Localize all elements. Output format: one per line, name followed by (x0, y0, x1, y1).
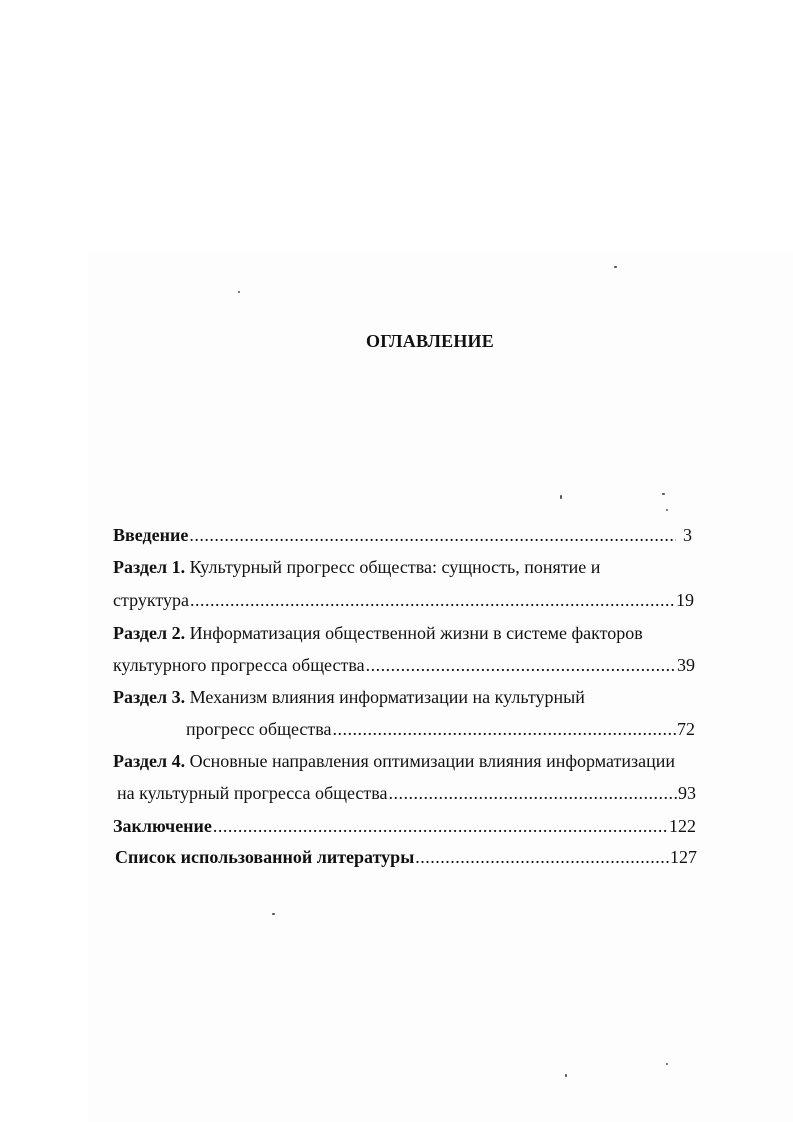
toc-s4-title-line2: на культурный прогресса общества (117, 783, 388, 803)
toc-entry-intro (113, 524, 692, 546)
toc-leader-dots (333, 718, 677, 740)
toc-leader-dots (415, 846, 669, 868)
toc-s3-title-line2: прогресс общества (186, 719, 332, 739)
toc-conclusion-label: Заключение (113, 816, 212, 836)
toc-s4-prefix: Раздел 4. (113, 751, 186, 771)
scan-speck (272, 913, 275, 915)
toc-references-label: Список использованной литературы (115, 847, 415, 867)
toc-intro-page: 3 (683, 525, 692, 545)
scan-speck (238, 291, 240, 293)
toc-s4-page: 93 (678, 783, 696, 803)
toc-s2-title-line1: Информатизация общественной жизни в системе факторов (189, 623, 643, 643)
toc-s1-title-line1: Культурный прогресс общества: сущность, понятие и (189, 557, 601, 577)
toc-entry-s3-line2 (186, 718, 695, 740)
toc-leader-dots (389, 782, 677, 804)
toc-entry-references (115, 846, 697, 868)
toc-entry-s2-line2 (113, 654, 695, 676)
scan-speck (666, 1063, 668, 1065)
toc-leader-dots (366, 654, 676, 676)
toc-references-page: 127 (670, 847, 697, 867)
scan-speck (666, 509, 668, 511)
toc-s2-prefix: Раздел 2. (113, 623, 186, 643)
toc-conclusion-page: 122 (669, 816, 696, 836)
toc-entry-s1-line1 (113, 556, 600, 578)
scan-speck (662, 493, 665, 495)
toc-leader-dots (213, 815, 668, 837)
scan-speck (560, 495, 562, 499)
page-title: ОГЛАВЛЕНИЕ (366, 331, 494, 351)
toc-entry-conclusion (113, 815, 696, 837)
toc-s4-title-line1: Основные направления оптимизации влияния информатизации (189, 751, 676, 771)
toc-s1-page: 19 (676, 590, 694, 610)
toc-s3-title-line1: Механизм влияния информатизации на культурный (189, 687, 585, 707)
toc-s3-prefix: Раздел 3. (113, 687, 186, 707)
toc-leader-dots (189, 524, 676, 546)
toc-entry-s4-line2 (117, 782, 696, 804)
scan-speck (565, 1074, 567, 1077)
toc-s2-page: 39 (677, 655, 695, 675)
toc-s1-prefix: Раздел 1. (113, 557, 186, 577)
toc-leader-dots (190, 589, 675, 611)
scan-speck (614, 266, 617, 268)
toc-entry-s3-line1 (113, 686, 585, 708)
toc-s3-page: 72 (677, 719, 695, 739)
toc-s2-title-line2: культурного прогресса общества (113, 655, 365, 675)
toc-intro-label: Введение (113, 525, 189, 545)
toc-s1-title-line2: структура (113, 590, 189, 610)
toc-entry-s4-line1 (113, 750, 675, 772)
toc-entry-s2-line1 (113, 622, 643, 644)
toc-entry-s1-line2 (113, 589, 694, 611)
